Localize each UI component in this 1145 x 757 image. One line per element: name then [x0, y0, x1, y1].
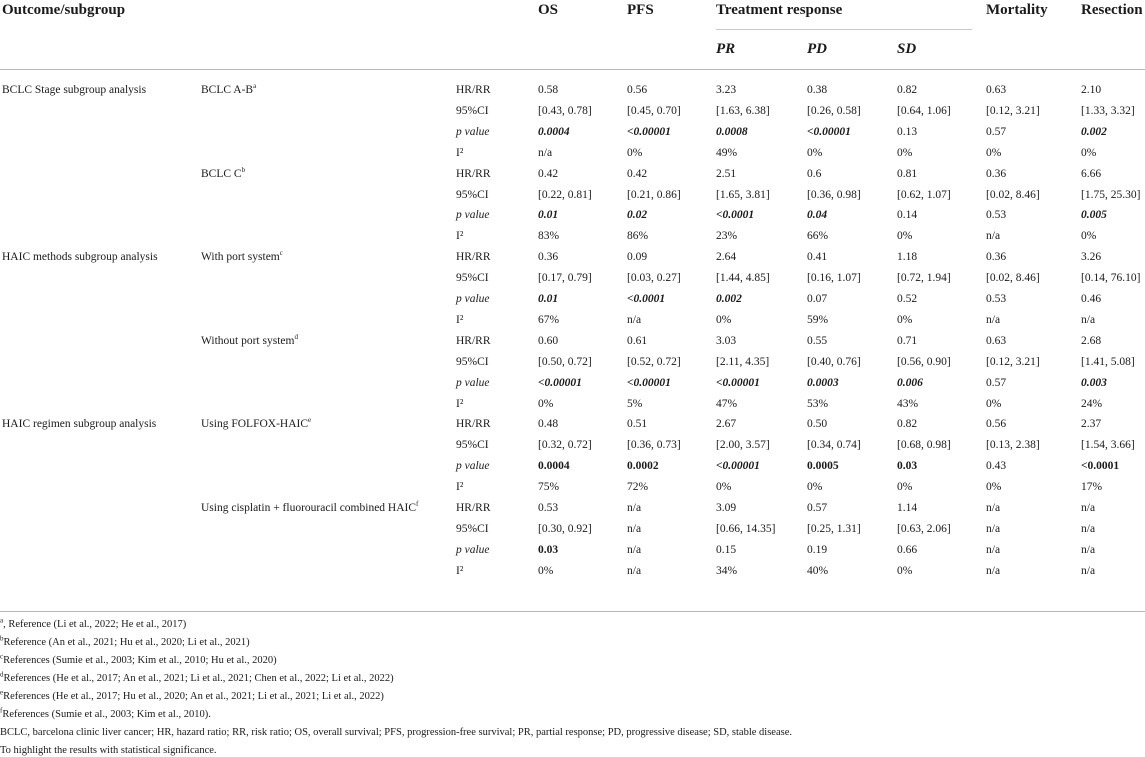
cell-pr: 2.51	[716, 167, 737, 180]
footnote-text: , Reference (Li et al., 2022; He et al., 2017)	[3, 619, 187, 630]
cell-os: [0.22, 0.81]	[538, 188, 592, 201]
cell-sd: 0%	[897, 313, 913, 326]
cell-os: 0%	[538, 397, 554, 410]
cell-sd: 0%	[897, 146, 913, 159]
cell-sd: 0.81	[897, 167, 918, 180]
footnote-marker: f	[416, 500, 419, 509]
cell-os: 0.48	[538, 418, 559, 431]
cell-pd: [0.36, 0.98]	[807, 188, 861, 201]
cell-mortality: 0%	[986, 397, 1002, 410]
cell-sd: 0.71	[897, 334, 918, 347]
cell-mortality: 0.63	[986, 84, 1007, 96]
cell-resection: 0.46	[1081, 293, 1102, 305]
cell-resection: 6.66	[1081, 167, 1102, 180]
cell-resection: 3.26	[1081, 251, 1102, 264]
cell-pfs: [0.45, 0.70]	[627, 104, 681, 117]
cell-pr: 47%	[716, 397, 738, 410]
footnote	[0, 706, 211, 721]
cell-mortality: n/a	[986, 502, 1001, 514]
stat-label: HR/RR	[456, 418, 491, 431]
cell-pd: 0.19	[807, 543, 828, 556]
cell-resection: 2.10	[1081, 84, 1102, 96]
footnote	[0, 634, 250, 649]
cell-mortality: 0.53	[986, 293, 1007, 305]
stat-label: 95%CI	[456, 355, 489, 368]
cell-sd: 1.18	[897, 251, 918, 264]
stat-label: 95%CI	[456, 188, 489, 201]
footnote	[0, 688, 384, 703]
cell-mortality: [0.13, 2.38]	[986, 439, 1040, 452]
subgroup-name: BCLC C	[201, 167, 242, 180]
footnote-marker: b	[0, 634, 4, 643]
cell-pr: 3.23	[716, 84, 737, 96]
header-rule	[0, 69, 1145, 70]
cell-resection: 0%	[1081, 230, 1097, 243]
group-label: HAIC regimen subgroup analysis	[2, 418, 157, 431]
cell-sd: 0.14	[897, 209, 918, 222]
cell-os: 0.0004	[538, 125, 570, 138]
cell-pd: 40%	[807, 564, 829, 577]
cell-sd: [0.62, 1.07]	[897, 188, 951, 201]
cell-pfs: <0.00001	[627, 125, 671, 138]
cell-os: 75%	[538, 481, 560, 494]
footnote-text: References (Sumie et al., 2003; Kim et al., 2010; Hu et al., 2020)	[3, 655, 277, 666]
cell-pfs: n/a	[627, 522, 642, 535]
cell-pfs: <0.00001	[627, 376, 671, 389]
cell-pfs: 0%	[627, 146, 643, 159]
footnote	[0, 670, 394, 685]
footnote-marker: a	[253, 82, 257, 91]
footnote-marker: e	[0, 688, 4, 697]
cell-sd: [0.63, 2.06]	[897, 522, 951, 535]
cell-pr: [2.11, 4.35]	[716, 355, 770, 368]
cell-resection: [1.41, 5.08]	[1081, 355, 1135, 368]
cell-pfs: 0.0002	[627, 460, 659, 473]
cell-pr: [2.00, 3.57]	[716, 439, 770, 452]
cell-pd: [0.25, 1.31]	[807, 522, 861, 535]
cell-sd: [0.64, 1.06]	[897, 104, 951, 117]
header-sd: SD	[897, 41, 917, 57]
cell-resection: [1.54, 3.66]	[1081, 439, 1135, 452]
cell-pr: 34%	[716, 564, 738, 577]
subgroup-label	[201, 418, 311, 431]
cell-mortality: 0.36	[986, 167, 1007, 180]
stat-label: p value	[456, 376, 490, 389]
cell-resection: 0.003	[1081, 376, 1107, 389]
cell-pr: 0.0008	[716, 125, 748, 138]
stat-label: 95%CI	[456, 439, 489, 452]
subgroup-label	[201, 84, 256, 97]
cell-resection: n/a	[1081, 522, 1096, 535]
cell-mortality: [0.02, 8.46]	[986, 272, 1040, 285]
cell-pfs: [0.52, 0.72]	[627, 355, 681, 368]
cell-os: 0.53	[538, 502, 559, 514]
cell-resection: n/a	[1081, 313, 1096, 326]
cell-pr: [0.66, 14.35]	[716, 522, 776, 535]
cell-resection: n/a	[1081, 543, 1096, 556]
cell-mortality: n/a	[986, 543, 1001, 556]
cell-mortality: 0.57	[986, 125, 1007, 138]
cell-os: 67%	[538, 313, 560, 326]
cell-os: [0.43, 0.78]	[538, 104, 592, 117]
cell-os: 0.0004	[538, 460, 570, 473]
treatment-response-underline	[716, 29, 972, 30]
cell-pr: [1.63, 6.38]	[716, 104, 770, 117]
cell-mortality: 0.43	[986, 460, 1007, 473]
stat-label: I²	[456, 481, 464, 494]
cell-os: [0.30, 0.92]	[538, 522, 592, 535]
stat-label: p value	[456, 125, 490, 138]
cell-sd: 0.52	[897, 293, 918, 305]
footnote	[0, 652, 277, 667]
cell-pfs: 0.51	[627, 418, 648, 431]
cell-sd: 43%	[897, 397, 919, 410]
cell-pr: 49%	[716, 146, 738, 159]
subgroup-name: With port system	[201, 251, 280, 264]
cell-pr: <0.00001	[716, 460, 760, 473]
cell-mortality: 0%	[986, 481, 1002, 494]
stat-label: I²	[456, 230, 464, 243]
cell-mortality: 0.36	[986, 251, 1007, 264]
cell-pd: 0.6	[807, 167, 822, 180]
cell-resection: 2.68	[1081, 334, 1102, 347]
cell-os: 83%	[538, 230, 560, 243]
stat-label: p value	[456, 209, 490, 222]
cell-pfs: [0.21, 0.86]	[627, 188, 681, 201]
cell-pfs: n/a	[627, 543, 642, 556]
stat-label: HR/RR	[456, 251, 491, 264]
cell-resection: [1.75, 25.30]	[1081, 188, 1141, 201]
cell-sd: 0.13	[897, 125, 918, 138]
footnote-text: To highlight the results with statistical significance.	[0, 745, 217, 756]
cell-mortality: 0.57	[986, 376, 1007, 389]
cell-resection: 17%	[1081, 481, 1103, 494]
cell-pr: <0.00001	[716, 376, 760, 389]
cell-sd: 0%	[897, 564, 913, 577]
footnote-marker: d	[294, 332, 298, 341]
cell-sd: 0.006	[897, 376, 923, 389]
footnote-marker: a	[0, 616, 4, 625]
table-bottom-rule	[0, 611, 1145, 612]
cell-pd: 0.55	[807, 334, 828, 347]
group-label: BCLC Stage subgroup analysis	[2, 84, 147, 96]
cell-pfs: n/a	[627, 502, 642, 514]
cell-resection: 24%	[1081, 397, 1103, 410]
subgroup-name: BCLC A-B	[201, 84, 254, 96]
footnote-text: References (He et al., 2017; An et al., 2021; Li et al., 2021; Chen et al., 2022; Li et al., 2022)	[3, 673, 394, 684]
subgroup-name: Without port system	[201, 334, 295, 347]
cell-pr: 0.15	[716, 543, 737, 556]
cell-pd: [0.34, 0.74]	[807, 439, 861, 452]
cell-pr: 0%	[716, 481, 732, 494]
cell-sd: 0%	[897, 230, 913, 243]
cell-pd: <0.00001	[807, 125, 851, 138]
cell-os: 0.42	[538, 167, 559, 180]
subgroup-name: Using cisplatin + fluorouracil combined HAIC	[201, 502, 417, 514]
footnote-marker: c	[279, 249, 283, 258]
cell-os: n/a	[538, 146, 553, 159]
cell-pfs: 0.02	[627, 209, 648, 222]
subgroup-label	[201, 332, 298, 348]
cell-resection: 0%	[1081, 146, 1097, 159]
cell-pd: 0%	[807, 146, 823, 159]
cell-pd: 0.41	[807, 251, 828, 264]
footnote	[0, 727, 792, 739]
stat-label: HR/RR	[456, 502, 491, 514]
cell-pfs: 0.09	[627, 251, 648, 264]
cell-os: 0%	[538, 564, 554, 577]
stat-label: 95%CI	[456, 522, 489, 535]
cell-mortality: [0.12, 3.21]	[986, 355, 1040, 368]
cell-pfs: 86%	[627, 230, 649, 243]
group-label: HAIC methods subgroup analysis	[2, 251, 158, 264]
stat-label: p value	[456, 460, 490, 473]
cell-pr: <0.0001	[716, 209, 755, 222]
header-pd: PD	[807, 41, 827, 57]
stat-label: p value	[456, 543, 490, 556]
cell-mortality: 0.63	[986, 334, 1007, 347]
footnote-text: References (He et al., 2017; Hu et al., 2020; An et al., 2021; Li et al., 2021; Li et al., 2022)	[3, 691, 384, 702]
stat-label: HR/RR	[456, 84, 491, 96]
cell-sd: 0%	[897, 481, 913, 494]
cell-pr: [1.65, 3.81]	[716, 188, 770, 201]
stat-label: I²	[456, 146, 464, 159]
cell-pfs: 0.56	[627, 84, 648, 96]
cell-pd: 0.07	[807, 293, 828, 305]
footnote-marker: f	[0, 706, 3, 715]
cell-mortality: n/a	[986, 313, 1001, 326]
cell-os: 0.03	[538, 543, 559, 556]
cell-os: [0.32, 0.72]	[538, 439, 592, 452]
cell-sd: [0.68, 0.98]	[897, 439, 951, 452]
footnote-marker: b	[241, 165, 246, 174]
cell-pr: [1.44, 4.85]	[716, 272, 770, 285]
header-os: OS	[538, 2, 559, 18]
cell-pr: 23%	[716, 230, 738, 243]
header-pr: PR	[716, 41, 736, 57]
cell-resection: n/a	[1081, 564, 1096, 577]
cell-mortality: 0.53	[986, 209, 1007, 222]
cell-pd: 0.38	[807, 84, 828, 96]
header-treatment-response: Treatment response	[716, 2, 843, 18]
cell-os: [0.17, 0.79]	[538, 272, 592, 285]
cell-resection: [0.14, 76.10]	[1081, 272, 1141, 285]
footnote-text: References (Sumie et al., 2003; Kim et al., 2010).	[2, 709, 211, 720]
cell-mortality: n/a	[986, 522, 1001, 535]
cell-sd: 0.82	[897, 84, 918, 96]
footnote-marker: e	[308, 416, 312, 425]
cell-sd: 0.03	[897, 460, 918, 473]
footnote-marker: d	[0, 670, 4, 679]
stat-label: p value	[456, 293, 490, 305]
cell-sd: 0.82	[897, 418, 918, 431]
cell-pfs: [0.03, 0.27]	[627, 272, 681, 285]
cell-pfs: <0.0001	[627, 293, 666, 305]
cell-mortality: [0.02, 8.46]	[986, 188, 1040, 201]
cell-pd: 53%	[807, 397, 829, 410]
cell-pr: 2.67	[716, 418, 737, 431]
footnote	[0, 616, 187, 631]
cell-sd: [0.72, 1.94]	[897, 272, 951, 285]
cell-pd: 0.04	[807, 209, 828, 222]
stat-label: I²	[456, 313, 464, 326]
cell-resection: n/a	[1081, 502, 1096, 514]
stat-label: 95%CI	[456, 104, 489, 117]
cell-pd: 59%	[807, 313, 829, 326]
cell-os: 0.58	[538, 84, 559, 96]
cell-os: 0.60	[538, 334, 559, 347]
cell-mortality: n/a	[986, 230, 1001, 243]
cell-pr: 3.09	[716, 502, 737, 514]
footnote	[0, 745, 217, 757]
cell-pr: 2.64	[716, 251, 737, 264]
stat-label: I²	[456, 564, 464, 577]
cell-os: 0.36	[538, 251, 559, 264]
cell-os: [0.50, 0.72]	[538, 355, 592, 368]
cell-pfs: 5%	[627, 397, 643, 410]
stat-label: I²	[456, 397, 464, 410]
cell-pfs: 0.61	[627, 334, 648, 347]
cell-sd: 0.66	[897, 543, 918, 556]
header-outcome-subgroup: Outcome/subgroup	[2, 2, 126, 18]
footnote-marker: c	[0, 652, 4, 661]
cell-pfs: 0.42	[627, 167, 648, 180]
cell-mortality: [0.12, 3.21]	[986, 104, 1040, 117]
cell-os: 0.01	[538, 293, 559, 305]
cell-pr: 0%	[716, 313, 732, 326]
cell-pd: 0.0005	[807, 460, 839, 473]
cell-pd: 0.57	[807, 502, 828, 514]
cell-resection: [1.33, 3.32]	[1081, 104, 1135, 117]
cell-os: <0.00001	[538, 376, 582, 389]
cell-os: 0.01	[538, 209, 559, 222]
cell-pd: [0.40, 0.76]	[807, 355, 861, 368]
cell-resection: 2.37	[1081, 418, 1102, 431]
cell-pd: [0.16, 1.07]	[807, 272, 861, 285]
cell-pr: 0.002	[716, 293, 742, 305]
cell-pfs: [0.36, 0.73]	[627, 439, 681, 452]
stat-label: 95%CI	[456, 272, 489, 285]
subgroup-label	[201, 165, 246, 181]
cell-pr: 3.03	[716, 334, 737, 347]
cell-pd: 66%	[807, 230, 829, 243]
cell-pfs: n/a	[627, 564, 642, 577]
cell-resection: <0.0001	[1081, 460, 1120, 473]
stat-label: HR/RR	[456, 334, 491, 347]
cell-mortality: 0%	[986, 146, 1002, 159]
cell-mortality: 0.56	[986, 418, 1007, 431]
cell-mortality: n/a	[986, 564, 1001, 577]
header-pfs: PFS	[627, 2, 654, 18]
footnote-text: BCLC, barcelona clinic liver cancer; HR, hazard ratio; RR, risk ratio; OS, overall survival; PFS, progression-free survival; PR, partial response; PD, progressive disease; SD, stable disease.	[0, 727, 792, 738]
cell-resection: 0.005	[1081, 209, 1107, 222]
header-resection: Resection	[1081, 2, 1143, 18]
header-mortality: Mortality	[986, 2, 1048, 18]
stat-label: HR/RR	[456, 167, 491, 180]
cell-pd: 0%	[807, 481, 823, 494]
cell-pd: [0.26, 0.58]	[807, 104, 861, 117]
cell-pd: 0.0003	[807, 376, 839, 389]
cell-pfs: n/a	[627, 313, 642, 326]
subgroup-label	[201, 502, 418, 515]
cell-resection: 0.002	[1081, 125, 1107, 138]
cell-pd: 0.50	[807, 418, 828, 431]
subgroup-label	[201, 251, 283, 264]
cell-pfs: 72%	[627, 481, 649, 494]
subgroup-name: Using FOLFOX-HAIC	[201, 418, 309, 431]
footnote-text: Reference (An et al., 2021; Hu et al., 2020; Li et al., 2021)	[3, 637, 250, 648]
cell-sd: [0.56, 0.90]	[897, 355, 951, 368]
cell-sd: 1.14	[897, 502, 918, 514]
